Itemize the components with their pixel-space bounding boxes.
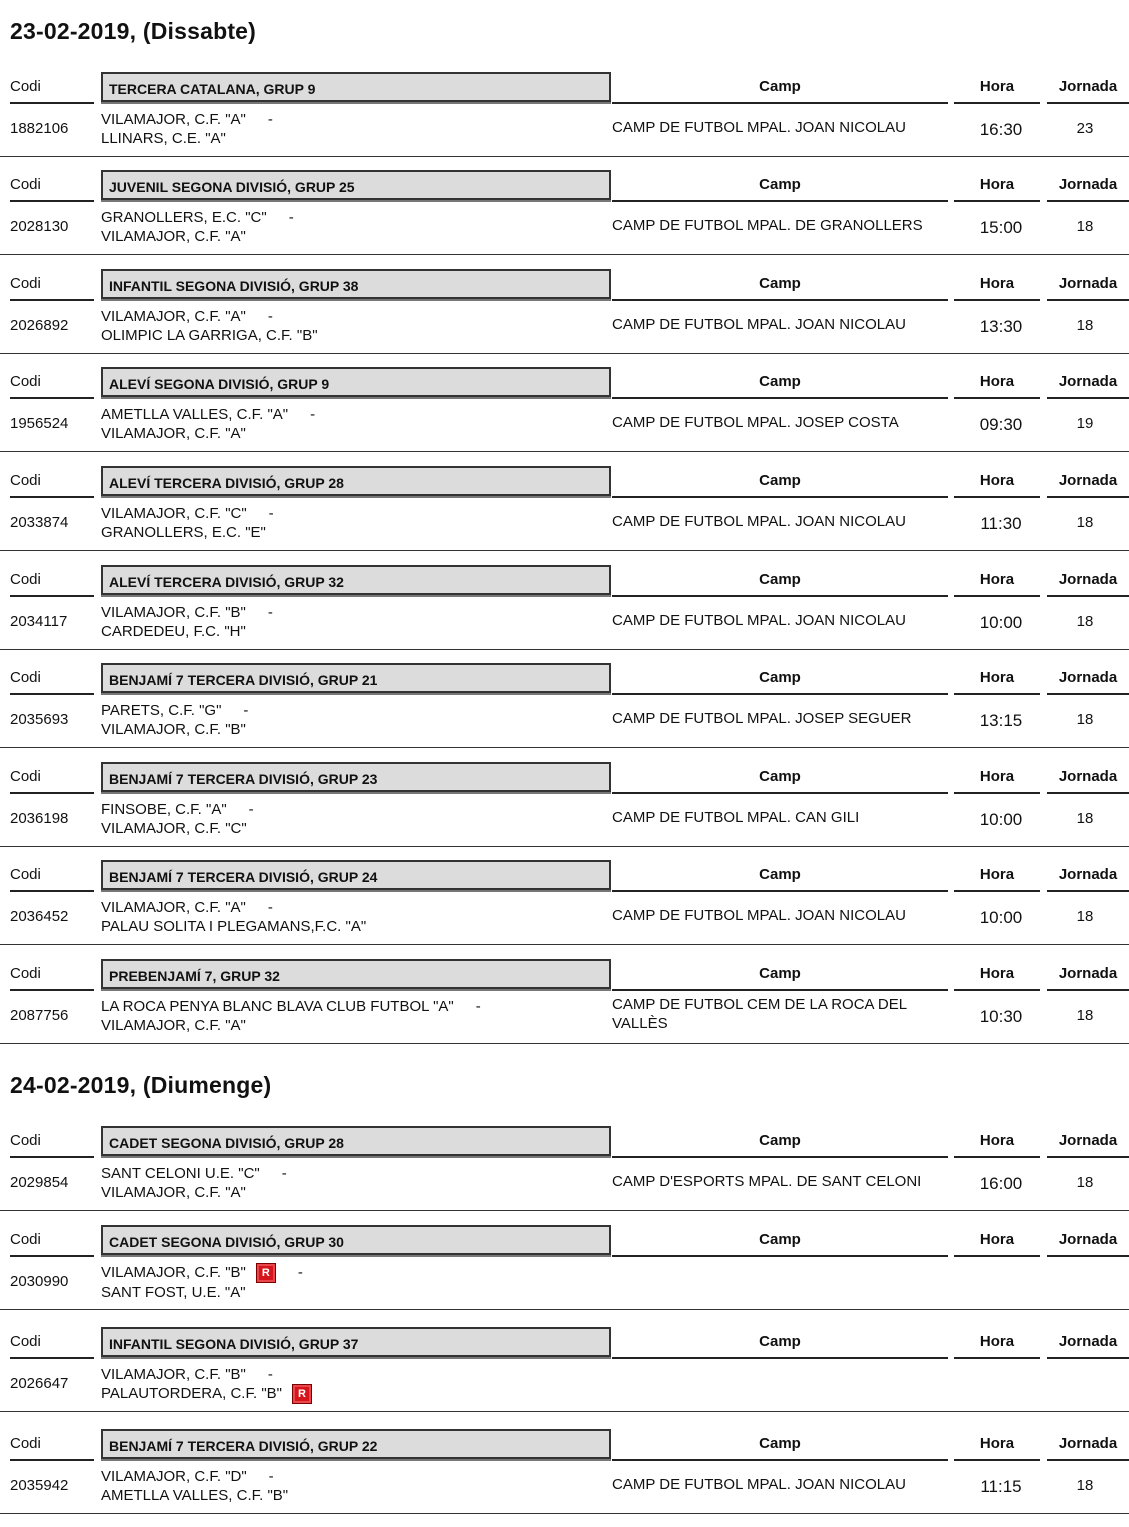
codi-header: Codi [10, 1126, 94, 1158]
jornada-header: Jornada [1047, 1327, 1129, 1359]
camp-header: Camp [612, 72, 948, 104]
team-separator: - [268, 505, 274, 522]
codi-header: Codi [10, 72, 94, 104]
jornada-header: Jornada [1047, 1225, 1129, 1257]
away-team: VILAMAJOR, C.F. "A" [101, 1184, 246, 1201]
match-round: 18 [1076, 613, 1094, 630]
competition-header: INFANTIL SEGONA DIVISIÓ, GRUP 38 [101, 269, 611, 299]
jornada-header: Jornada [1047, 72, 1129, 104]
jornada-header: Jornada [1047, 466, 1129, 498]
hora-header: Hora [954, 367, 1040, 399]
match-time: 11:30 [980, 514, 1022, 533]
camp-header: Camp [612, 1126, 948, 1158]
jornada-header: Jornada [1047, 663, 1129, 695]
row-divider [0, 156, 1129, 157]
match-block [0, 1225, 1129, 1323]
away-team: VILAMAJOR, C.F. "A" [101, 1017, 246, 1034]
camp-header: Camp [612, 860, 948, 892]
match-time: 10:00 [979, 908, 1023, 927]
match-code: 2030990 [10, 1273, 69, 1290]
codi-header: Codi [10, 959, 94, 991]
home-team: VILAMAJOR, C.F. "A" [101, 308, 246, 325]
match-field: CAMP DE FUTBOL MPAL. JOSEP SEGUER [612, 710, 912, 727]
match-code: 2036198 [10, 810, 69, 827]
match-time: 13:30 [979, 317, 1023, 336]
hora-header: Hora [954, 1327, 1040, 1359]
match-teams [101, 1467, 288, 1505]
away-team: PALAUTORDERA, C.F. "B" [101, 1385, 282, 1402]
home-team: VILAMAJOR, C.F. "A" [101, 899, 246, 916]
match-code: 2029854 [10, 1174, 69, 1191]
away-team: CARDEDEU, F.C. "H" [101, 623, 246, 640]
match-code: 2028130 [10, 218, 69, 235]
match-field: CAMP DE FUTBOL MPAL. JOAN NICOLAU [612, 612, 906, 629]
team-separator: - [288, 209, 294, 226]
row-divider [0, 353, 1129, 354]
home-team: FINSOBE, C.F. "A" [101, 801, 227, 818]
competition-header: INFANTIL SEGONA DIVISIÓ, GRUP 37 [101, 1327, 611, 1357]
camp-header: Camp [612, 170, 948, 202]
match-block [0, 1327, 1129, 1425]
team-separator: - [267, 899, 273, 916]
match-block [0, 663, 1129, 761]
match-round: 18 [1076, 218, 1094, 235]
row-divider [0, 254, 1129, 255]
row-divider [0, 846, 1129, 847]
match-block [0, 367, 1129, 465]
home-team: SANT CELONI U.E. "C" [101, 1165, 260, 1182]
away-team: GRANOLLERS, E.C. "E" [101, 524, 266, 541]
match-code: 2087756 [10, 1007, 69, 1024]
match-field: CAMP DE FUTBOL MPAL. CAN GILI [612, 809, 860, 826]
camp-header: Camp [612, 762, 948, 794]
competition-header: JUVENIL SEGONA DIVISIÓ, GRUP 25 [101, 170, 611, 200]
camp-header: Camp [612, 663, 948, 695]
competition-header: TERCERA CATALANA, GRUP 9 [101, 72, 611, 102]
match-row [0, 303, 1129, 353]
codi-header: Codi [10, 367, 94, 399]
match-teams [101, 1263, 303, 1302]
match-block [0, 170, 1129, 268]
row-divider [0, 1309, 1129, 1310]
match-teams [101, 997, 481, 1035]
match-code: 2036452 [10, 908, 69, 925]
competition-header: BENJAMÍ 7 TERCERA DIVISIÓ, GRUP 23 [101, 762, 611, 792]
match-code: 2026892 [10, 317, 69, 334]
match-time: 13:15 [979, 711, 1023, 730]
match-field: CAMP DE FUTBOL MPAL. JOAN NICOLAU [612, 1476, 906, 1493]
match-time: 10:00 [979, 613, 1023, 632]
codi-header: Codi [10, 1327, 94, 1359]
match-field: CAMP DE FUTBOL MPAL. JOSEP COSTA [612, 414, 899, 431]
codi-header: Codi [10, 565, 94, 597]
away-team: VILAMAJOR, C.F. "A" [101, 425, 246, 442]
match-time: 09:30 [979, 415, 1023, 434]
team-separator: - [268, 1468, 274, 1485]
match-round: 19 [1076, 415, 1094, 432]
competition-header: BENJAMÍ 7 TERCERA DIVISIÓ, GRUP 22 [101, 1429, 611, 1459]
hora-header: Hora [954, 1126, 1040, 1158]
codi-header: Codi [10, 269, 94, 301]
hora-header: Hora [954, 72, 1040, 104]
home-team: VILAMAJOR, C.F. "B" [101, 1366, 246, 1383]
match-row [0, 697, 1129, 747]
codi-header: Codi [10, 170, 94, 202]
competition-header: CADET SEGONA DIVISIÓ, GRUP 30 [101, 1225, 611, 1255]
jornada-header: Jornada [1047, 1126, 1129, 1158]
row-divider [0, 649, 1129, 650]
team-separator: - [310, 406, 316, 423]
hora-header: Hora [954, 959, 1040, 991]
team-separator: - [267, 308, 273, 325]
away-team: AMETLLA VALLES, C.F. "B" [101, 1487, 289, 1504]
away-team: VILAMAJOR, C.F. "C" [101, 820, 247, 837]
jornada-header: Jornada [1047, 269, 1129, 301]
competition-header: ALEVÍ TERCERA DIVISIÓ, GRUP 32 [101, 565, 611, 595]
match-row [0, 993, 1129, 1043]
match-code: 2035942 [10, 1477, 69, 1494]
camp-header: Camp [612, 1225, 948, 1257]
match-teams [101, 110, 273, 148]
match-row [0, 894, 1129, 944]
jornada-header: Jornada [1047, 959, 1129, 991]
home-team: VILAMAJOR, C.F. "B" [101, 1264, 246, 1281]
competition-header: CADET SEGONA DIVISIÓ, GRUP 28 [101, 1126, 611, 1156]
match-time: 10:30 [979, 1007, 1023, 1026]
match-round: 18 [1076, 514, 1094, 531]
hora-header: Hora [954, 663, 1040, 695]
match-block [0, 269, 1129, 367]
team-separator: - [267, 111, 273, 128]
match-row [0, 1160, 1129, 1210]
match-code: 1882106 [10, 120, 69, 137]
match-row [0, 500, 1129, 550]
team-separator: - [267, 604, 273, 621]
red-r-icon: R [292, 1384, 312, 1404]
match-row [0, 401, 1129, 451]
match-round: 18 [1076, 1477, 1094, 1494]
row-divider [0, 1210, 1129, 1211]
row-divider [0, 451, 1129, 452]
team-separator: - [475, 998, 481, 1015]
match-row [0, 106, 1129, 156]
match-teams [101, 307, 318, 345]
codi-header: Codi [10, 1225, 94, 1257]
team-separator: - [297, 1264, 303, 1281]
match-code: 2035693 [10, 711, 69, 728]
camp-header: Camp [612, 1429, 948, 1461]
match-time: 10:00 [979, 810, 1023, 829]
home-team: VILAMAJOR, C.F. "D" [101, 1468, 247, 1485]
camp-header: Camp [612, 367, 948, 399]
jornada-header: Jornada [1047, 860, 1129, 892]
red-r-icon: R [256, 1263, 276, 1283]
jornada-header: Jornada [1047, 1429, 1129, 1461]
jornada-header: Jornada [1047, 367, 1129, 399]
match-round: 18 [1076, 1007, 1094, 1024]
match-code: 2034117 [10, 613, 68, 630]
away-team: VILAMAJOR, C.F. "A" [101, 228, 246, 245]
home-team: PARETS, C.F. "G" [101, 702, 222, 719]
home-team: VILAMAJOR, C.F. "A" [101, 111, 246, 128]
match-block [0, 565, 1129, 663]
match-block [0, 762, 1129, 860]
codi-header: Codi [10, 762, 94, 794]
match-teams [101, 504, 274, 542]
match-teams [101, 701, 248, 739]
match-block [0, 1126, 1129, 1224]
match-row [0, 1463, 1129, 1513]
jornada-header: Jornada [1047, 565, 1129, 597]
match-field: CAMP DE FUTBOL MPAL. JOAN NICOLAU [612, 316, 906, 333]
hora-header: Hora [954, 269, 1040, 301]
team-separator: - [267, 1366, 273, 1383]
codi-header: Codi [10, 663, 94, 695]
row-divider [0, 550, 1129, 551]
row-divider [0, 1043, 1129, 1044]
jornada-header: Jornada [1047, 170, 1129, 202]
match-block [0, 72, 1129, 170]
row-divider [0, 1411, 1129, 1412]
match-round: 18 [1076, 1174, 1094, 1191]
match-round: 18 [1076, 810, 1094, 827]
competition-header: ALEVÍ TERCERA DIVISIÓ, GRUP 28 [101, 466, 611, 496]
away-team: VILAMAJOR, C.F. "B" [101, 721, 246, 738]
match-code: 2026647 [10, 1375, 69, 1392]
match-code: 2033874 [10, 514, 69, 531]
match-teams [101, 1164, 287, 1202]
camp-header: Camp [612, 565, 948, 597]
codi-header: Codi [10, 860, 94, 892]
match-row [0, 599, 1129, 649]
team-separator: - [243, 702, 249, 719]
away-team: SANT FOST, U.E. "A" [101, 1284, 246, 1302]
home-team: GRANOLLERS, E.C. "C" [101, 209, 267, 226]
home-team: LA ROCA PENYA BLANC BLAVA CLUB FUTBOL "A" [101, 998, 454, 1015]
match-field: CAMP DE FUTBOL MPAL. JOAN NICOLAU [612, 119, 906, 136]
competition-header: BENJAMÍ 7 TERCERA DIVISIÓ, GRUP 21 [101, 663, 611, 693]
camp-header: Camp [612, 269, 948, 301]
match-teams [101, 800, 254, 838]
match-teams [101, 1365, 312, 1404]
match-teams [101, 208, 294, 246]
competition-header: BENJAMÍ 7 TERCERA DIVISIÓ, GRUP 24 [101, 860, 611, 890]
day-date-title: 23-02-2019, (Dissabte) [10, 18, 257, 44]
match-field: CAMP DE FUTBOL MPAL. DE GRANOLLERS [612, 217, 923, 234]
hora-header: Hora [954, 466, 1040, 498]
codi-header: Codi [10, 1429, 94, 1461]
match-block [0, 1429, 1129, 1527]
hora-header: Hora [954, 170, 1040, 202]
match-round: 18 [1076, 317, 1094, 334]
home-team: AMETLLA VALLES, C.F. "A" [101, 406, 289, 423]
match-block [0, 959, 1129, 1057]
row-divider [0, 1513, 1129, 1514]
away-team: OLIMPIC LA GARRIGA, C.F. "B" [101, 327, 318, 344]
match-time: 16:00 [979, 1174, 1023, 1193]
hora-header: Hora [954, 860, 1040, 892]
match-row [0, 204, 1129, 254]
competition-header: PREBENJAMÍ 7, GRUP 32 [101, 959, 611, 989]
match-row [0, 1259, 1129, 1309]
match-code: 1956524 [10, 415, 69, 432]
row-divider [0, 747, 1129, 748]
match-teams [101, 603, 273, 641]
match-row [0, 1361, 1129, 1411]
home-team: VILAMAJOR, C.F. "C" [101, 505, 247, 522]
match-block [0, 860, 1129, 958]
home-team: VILAMAJOR, C.F. "B" [101, 604, 246, 621]
hora-header: Hora [954, 565, 1040, 597]
match-teams [101, 898, 366, 936]
match-round: 18 [1076, 908, 1094, 925]
match-field: CAMP D'ESPORTS MPAL. DE SANT CELONI [612, 1173, 922, 1190]
match-teams [101, 405, 315, 443]
match-field: CAMP DE FUTBOL MPAL. JOAN NICOLAU [612, 907, 906, 924]
match-round: 18 [1076, 711, 1094, 728]
match-field: CAMP DE FUTBOL MPAL. JOAN NICOLAU [612, 513, 906, 530]
match-time: 16:30 [979, 120, 1023, 139]
hora-header: Hora [954, 1225, 1040, 1257]
camp-header: Camp [612, 1327, 948, 1359]
team-separator: - [248, 801, 254, 818]
match-block [0, 466, 1129, 564]
away-team: LLINARS, C.E. "A" [101, 130, 226, 147]
day-date-title: 24-02-2019, (Diumenge) [10, 1072, 272, 1098]
camp-header: Camp [612, 466, 948, 498]
hora-header: Hora [954, 762, 1040, 794]
match-time: 11:15 [980, 1477, 1022, 1496]
hora-header: Hora [954, 1429, 1040, 1461]
codi-header: Codi [10, 466, 94, 498]
camp-header: Camp [612, 959, 948, 991]
away-team: PALAU SOLITA I PLEGAMANS,F.C. "A" [101, 918, 367, 935]
competition-header: ALEVÍ SEGONA DIVISIÓ, GRUP 9 [101, 367, 611, 397]
match-field: CAMP DE FUTBOL CEM DE LA ROCA DEL VALLÈS [612, 996, 907, 1032]
match-row [0, 796, 1129, 846]
row-divider [0, 944, 1129, 945]
match-time: 15:00 [979, 218, 1023, 237]
match-round: 23 [1076, 120, 1094, 137]
team-separator: - [281, 1165, 287, 1182]
jornada-header: Jornada [1047, 762, 1129, 794]
